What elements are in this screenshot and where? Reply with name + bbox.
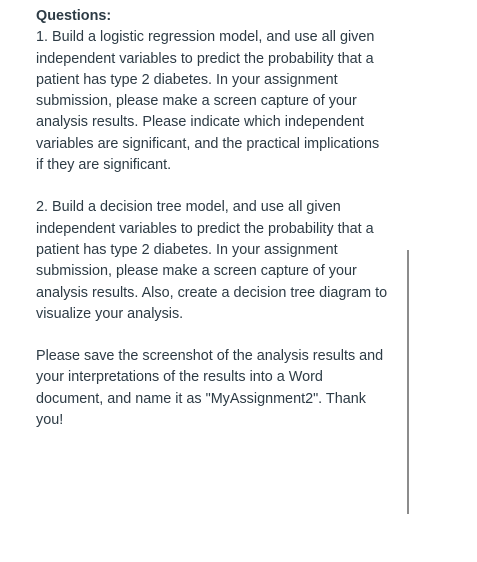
closing-instructions: Please save the screenshot of the analysis results and your interpretations of the results into a Word document, and name it as "MyAssignment2". Thank you! [36, 348, 384, 429]
questions-heading: Questions: [36, 8, 112, 24]
question-1-text: 1. Build a logistic regression model, and use all given independent variables to predict the probability that a patient has type 2 diabetes. In your assignment submission, please make a screen capture of your analysis results. Please indicate which independent variables are significant, and the practical implications if they are significant. [36, 29, 380, 174]
scrollbar[interactable] [407, 250, 409, 514]
document-body [36, 6, 436, 431]
question-2-text: 2. Build a decision tree model, and use all given independent variables to predict the probability that a patient has type 2 diabetes. In your assignment submission, please make a screen capture of your analysis results. Also, create a decision tree diagram to visualize your analysis. [36, 199, 388, 322]
